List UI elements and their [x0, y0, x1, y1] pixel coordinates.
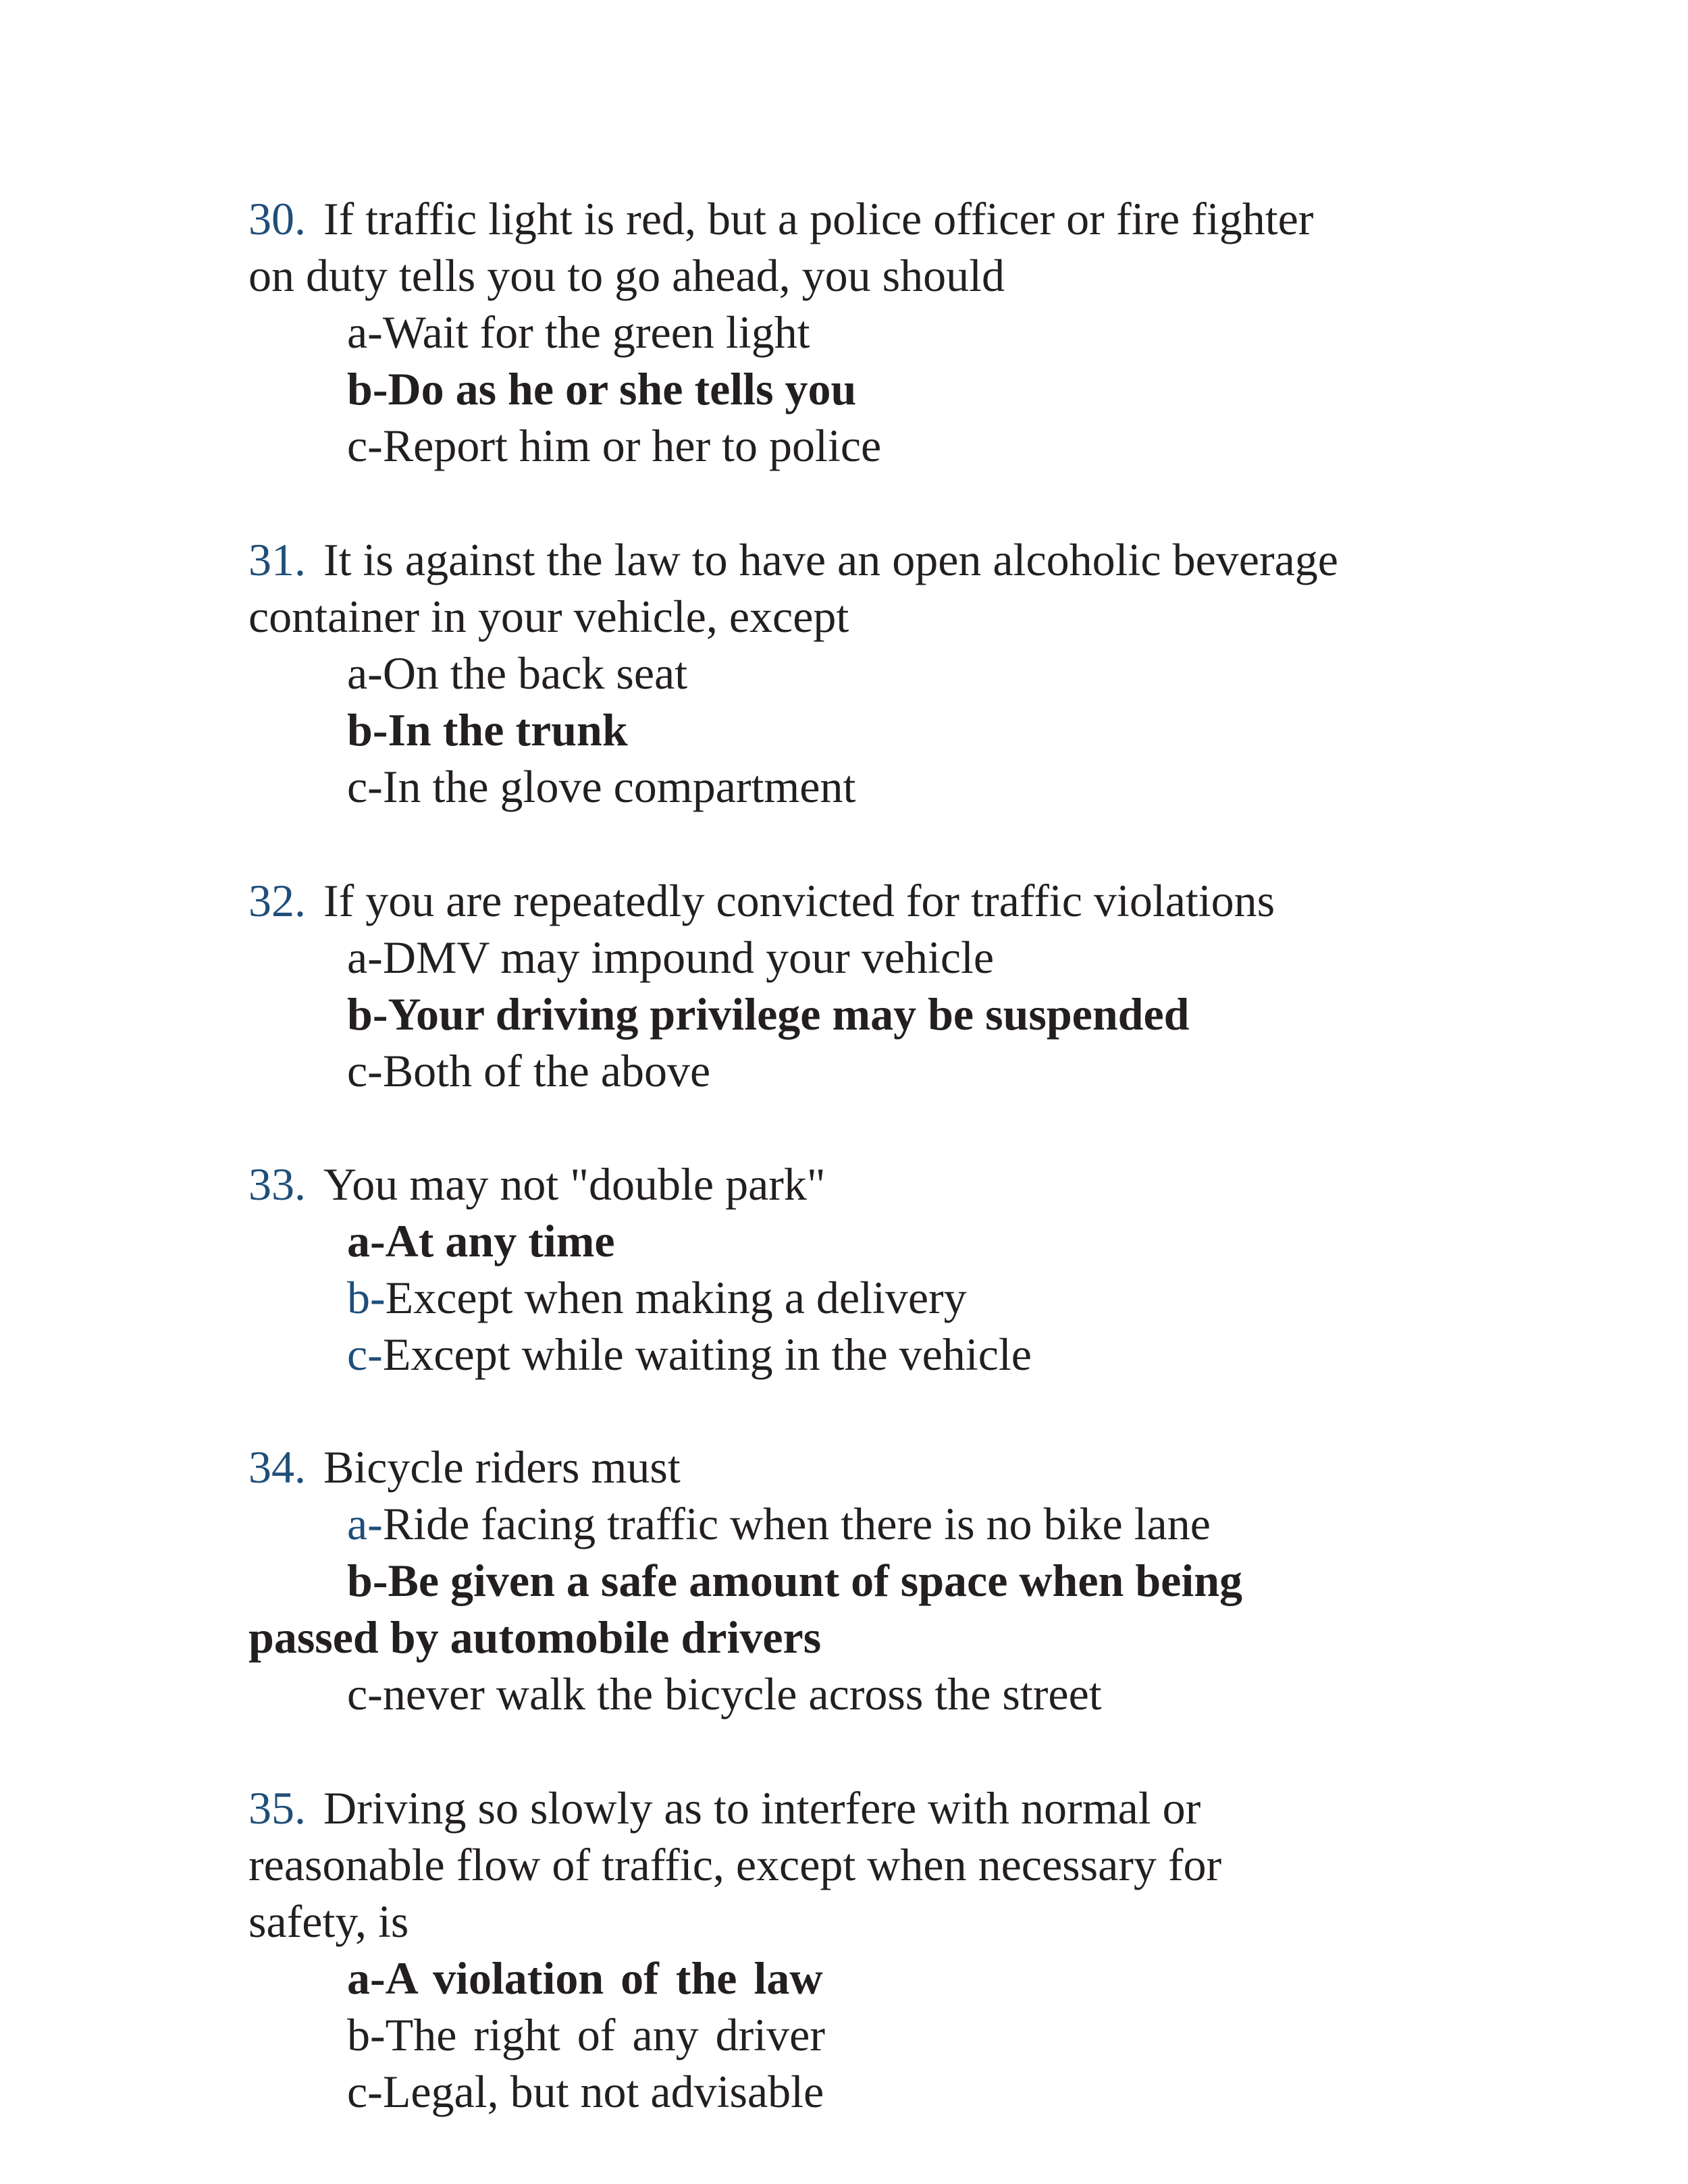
question-31: [248, 531, 1504, 815]
option-c: [248, 1042, 1504, 1099]
option-text: In the trunk: [388, 704, 628, 755]
option-prefix: b-: [347, 1555, 388, 1606]
question-30: [248, 190, 1504, 474]
option-text: Except when making a delivery: [385, 1272, 967, 1323]
question-number: 31.: [248, 534, 306, 585]
option-a: [248, 645, 1504, 701]
question-stem: [248, 872, 1504, 929]
question-32: [248, 872, 1504, 1099]
question-number: 33.: [248, 1158, 306, 1210]
option-b: [248, 1269, 1504, 1326]
option-text: A violation of the law: [385, 1952, 823, 2004]
option-prefix: b-: [347, 1272, 386, 1323]
option-text: Legal, but not advisable: [382, 2066, 824, 2117]
option-prefix: a-: [347, 307, 383, 358]
option-text: Except while waiting in the vehicle: [382, 1329, 1032, 1380]
option-prefix: a-: [347, 932, 383, 983]
option-a-correct: [248, 1213, 1504, 1269]
question-stem: [248, 1156, 1504, 1213]
option-a: [248, 304, 1504, 361]
question-stem-line: Bicycle riders must: [323, 1441, 681, 1493]
option-text: Do as he or she tells you: [388, 363, 857, 415]
question-stem-line: If you are repeatedly convicted for traffic violations: [323, 875, 1275, 926]
question-number: 30.: [248, 193, 306, 244]
option-prefix: a-: [347, 1215, 386, 1267]
option-prefix: c-: [347, 2066, 383, 2117]
option-b-correct: [248, 986, 1504, 1042]
option-text: Be given a safe amount of space when being: [388, 1555, 1243, 1606]
question-stem-line: on duty tells you to go ahead, you should: [248, 250, 1005, 301]
option-text: Your driving privilege may be suspended: [388, 988, 1190, 1040]
option-c: [248, 2063, 1504, 2120]
question-stem-line: It is against the law to have an open alcoholic beverage: [323, 534, 1338, 585]
option-prefix: c-: [347, 420, 383, 471]
question-stem-line: Driving so slowly as to interfere with normal or: [323, 1782, 1201, 1834]
option-c: [248, 1666, 1504, 1722]
option-prefix: c-: [347, 761, 383, 812]
option-text: never walk the bicycle across the street: [382, 1668, 1102, 1720]
option-text: The right of any driver: [385, 2009, 825, 2060]
question-34: [248, 1439, 1504, 1722]
option-c: [248, 417, 1504, 474]
option-text: Both of the above: [382, 1045, 711, 1096]
question-stem-line: You may not "double park": [323, 1158, 826, 1210]
option-b-continuation: passed by automobile drivers: [248, 1612, 822, 1663]
option-text: At any time: [385, 1215, 615, 1267]
option-prefix: c-: [347, 1329, 383, 1380]
question-stem-line: If traffic light is red, but a police officer or fire fighter: [323, 193, 1314, 244]
option-a-correct: [248, 1950, 1504, 2006]
question-35: [248, 1780, 1504, 2120]
option-b: [248, 2006, 1504, 2063]
option-text: In the glove compartment: [382, 761, 856, 812]
option-prefix: c-: [347, 1668, 383, 1720]
question-number: 34.: [248, 1441, 306, 1493]
option-text: On the back seat: [382, 647, 688, 699]
option-prefix: a-: [347, 1952, 386, 2004]
question-stem-line: reasonable flow of traffic, except when necessary for: [248, 1839, 1222, 1890]
option-a: [248, 929, 1504, 986]
question-number: 32.: [248, 875, 306, 926]
option-prefix: b-: [347, 363, 388, 415]
option-c: [248, 1326, 1504, 1383]
question-number: 35.: [248, 1782, 306, 1834]
option-c: [248, 758, 1504, 815]
option-text: Ride facing traffic when there is no bike lane: [382, 1498, 1211, 1549]
question-stem-line: safety, is: [248, 1896, 409, 1947]
option-b-correct: [248, 701, 1504, 758]
question-stem: [248, 1780, 1504, 1836]
option-text: Report him or her to police: [382, 420, 882, 471]
question-stem-line: container in your vehicle, except: [248, 591, 849, 642]
option-prefix: b-: [347, 988, 388, 1040]
option-prefix: b-: [347, 704, 388, 755]
option-prefix: c-: [347, 1045, 383, 1096]
option-text: DMV may impound your vehicle: [382, 932, 995, 983]
option-a: [248, 1495, 1504, 1552]
option-b-correct: [248, 1552, 1504, 1609]
option-prefix: a-: [347, 1498, 383, 1549]
option-prefix: b-: [347, 2009, 386, 2060]
question-stem: [248, 1439, 1504, 1495]
option-text: Wait for the green light: [382, 307, 810, 358]
question-stem: [248, 190, 1504, 247]
question-stem: [248, 531, 1504, 588]
option-prefix: a-: [347, 647, 383, 699]
question-33: [248, 1156, 1504, 1383]
option-b-correct: [248, 361, 1504, 417]
